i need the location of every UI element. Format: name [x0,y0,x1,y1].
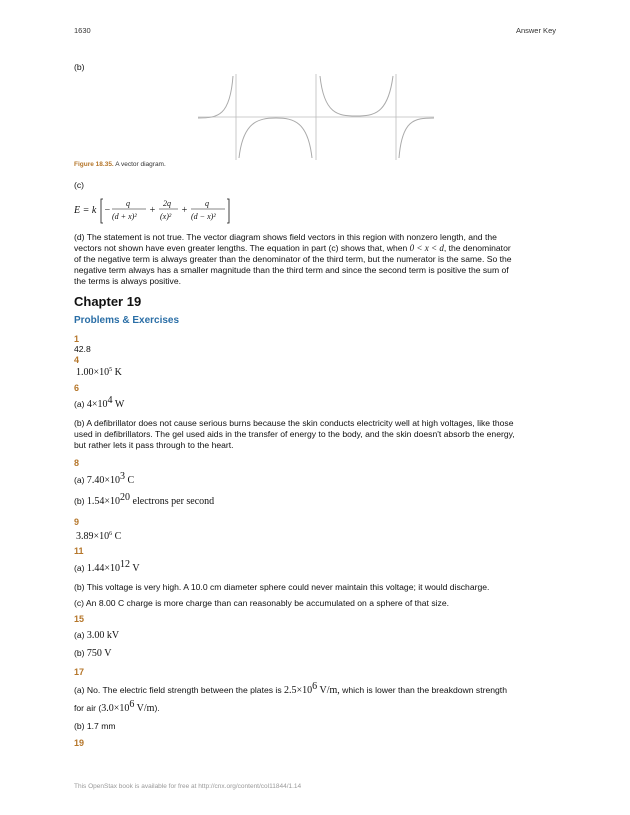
part-d-line: (d) The statement is not true. The vector diagram shows field vectors in this region with nonzero length, and the [74,232,497,242]
field-equation [74,196,374,226]
section-heading: Problems & Exercises [74,315,180,326]
page-number: 1630 [74,26,91,35]
part-b-label: (b) [74,62,85,72]
problem-number: 4 [74,355,80,365]
answer-a-line2: for air ($3.0\times 10^6$ V/m). [74,699,160,714]
answer-c: (c) An 8.00 C charge is more charge than can reasonably be accumulated on a sphere of that size. [74,598,449,608]
problem-number: 11 [74,546,84,556]
problem-number: 9 [74,517,80,527]
vector-diagram-figure [198,74,434,160]
problem-number: 19 [74,738,85,748]
answer-b: (b) 1.7 mm [74,721,116,731]
answer-a-line1: (a) No. The electric field strength between the plates is $2.5\times 10^6$ V/m, which is lower than the breakdown strength [74,681,507,696]
figure-caption [74,161,166,168]
running-title: Answer Key [515,26,556,35]
part-d-line: vectors not shown have even greater lengths. The equation in part (c) shows that, when 0 < x < d, the denominator [74,243,511,253]
svg-text:−: − [104,205,111,216]
inequality: 0 < x < d [409,243,444,253]
answer: 42.8 [74,344,91,354]
eq-t3-den: (d − x)² [191,212,216,221]
eq-lhs: E = k [74,205,97,216]
problem-number: 1 [74,334,80,344]
figure-label: Figure 18.35. [74,161,114,168]
answer-b: (b) A defibrillator does not cause serious burns because the skin conducts electricity well at high voltages, like those used in defibrillators. The gel used aids in the transfer of energy to the body, and the skin doesn't absorb the energy, but rather lets it pass through to the heart. [74,418,515,450]
svg-text:+: + [149,205,156,216]
problem-number: 17 [74,667,85,677]
problem-number: 8 [74,458,80,468]
eq-t1-num: q [126,199,130,208]
answer: $1.00\times 10^5$ K [76,367,122,378]
eq-t2-den: (x)² [160,212,172,221]
part-d-line: the terms is always positive. [74,276,181,286]
svg-text:+: + [181,205,188,216]
answer-a: (a) $7.40\times 10^3$ C [74,471,135,486]
answer-b: (b) $1.54\times 10^{20}$ electrons per second [74,492,215,507]
problem-number: 15 [74,614,85,624]
problem-number: 6 [74,383,80,393]
eq-t2-num: 2q [163,199,171,208]
part-d-line: negative term always has a smaller magnitude than the third term and since the second term is positive the sum of [74,265,509,275]
part-d-line: of the negative term is always greater than the denominator of the third term, but the numerator is the same. So the [74,254,512,264]
figure-caption-text: A vector diagram. [115,161,166,168]
eq-t3-num: q [205,199,209,208]
answer: $3.89\times 10^6$ C [76,531,122,542]
part-d-paragraph [74,232,564,287]
answer-b: (b) 750 V [74,648,112,659]
answer-a: (a) $1.44\times 10^{12}$ V [74,559,140,574]
eq-t1-den: (d + x)² [112,212,137,221]
answer-a: (a) 3.00 kV [74,630,120,641]
part-c-label: (c) [74,180,85,190]
answer-b: (b) This voltage is very high. A 10.0 cm diameter sphere could never maintain this voltage; it would discharge. [74,582,490,592]
footer-text: This OpenStax book is available for free at http://cnx.org/content/col11844/1.14 [74,783,302,790]
answer-a: (a) $4\times 10^4$ W [74,395,125,410]
chapter-heading: Chapter 19 [74,294,142,309]
